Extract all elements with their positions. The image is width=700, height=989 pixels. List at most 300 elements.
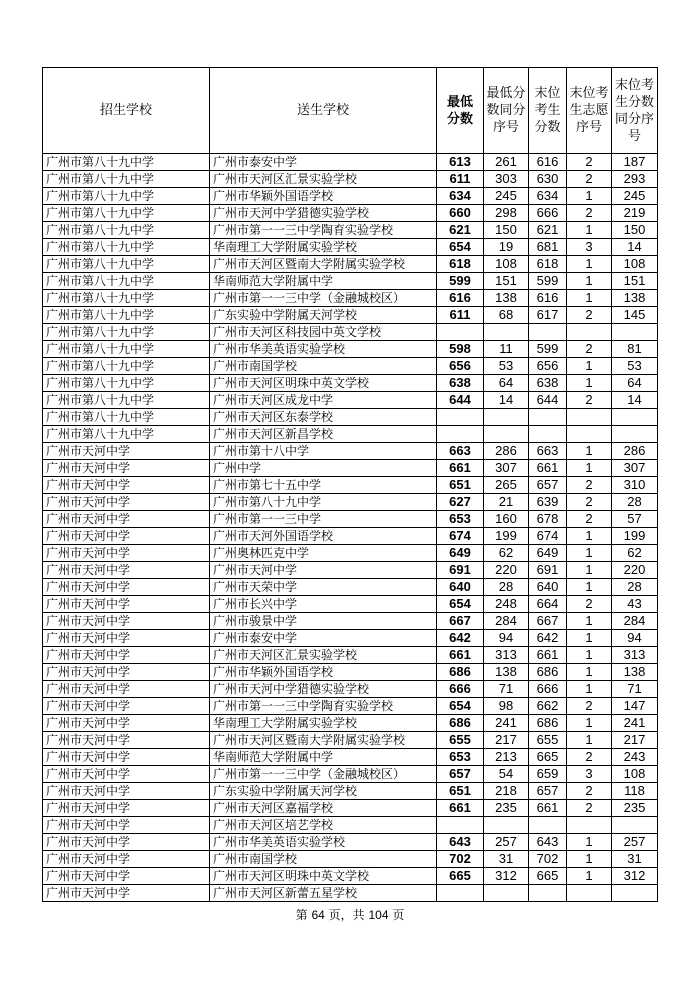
table-row (43, 613, 658, 630)
cell-enrolling-school: 广州市天河中学 (43, 477, 210, 494)
cell-min-score: 702 (437, 851, 484, 868)
cell-last-score: 678 (529, 511, 567, 528)
cell-last-score-rank: 28 (612, 579, 658, 596)
cell-last-score-rank: 145 (612, 307, 658, 324)
cell-last-score: 616 (529, 154, 567, 171)
cell-last-score-rank: 293 (612, 171, 658, 188)
table-row (43, 290, 658, 307)
cell-last-score-rank: 286 (612, 443, 658, 460)
table-row (43, 426, 658, 443)
cell-last-choice-order: 1 (567, 443, 612, 460)
cell-last-score: 649 (529, 545, 567, 562)
cell-min-score: 666 (437, 681, 484, 698)
cell-sending-school: 广州市天河中学 (210, 562, 437, 579)
header-enrolling-school: 招生学校 (43, 68, 210, 154)
table-row (43, 256, 658, 273)
table-row (43, 188, 658, 205)
header-last-score: 末位考生分数 (529, 68, 567, 154)
table-row (43, 630, 658, 647)
cell-last-score-rank: 312 (612, 868, 658, 885)
footer-prefix: 第 (295, 908, 312, 922)
cell-min-score: 642 (437, 630, 484, 647)
table-row (43, 171, 658, 188)
cell-min-score-rank: 98 (484, 698, 529, 715)
cell-last-score: 674 (529, 528, 567, 545)
table-row (43, 698, 658, 715)
cell-last-score-rank: 241 (612, 715, 658, 732)
cell-enrolling-school: 广州市第八十九中学 (43, 188, 210, 205)
cell-min-score: 661 (437, 647, 484, 664)
cell-enrolling-school: 广州市第八十九中学 (43, 171, 210, 188)
cell-last-choice-order: 1 (567, 222, 612, 239)
cell-sending-school: 广州市长兴中学 (210, 596, 437, 613)
cell-last-score-rank: 151 (612, 273, 658, 290)
cell-min-score (437, 324, 484, 341)
cell-sending-school: 广州市天河区嘉福学校 (210, 800, 437, 817)
cell-sending-school: 广州市天河区暨南大学附属实验学校 (210, 256, 437, 273)
cell-enrolling-school: 广州市第八十九中学 (43, 375, 210, 392)
cell-enrolling-school: 广州市第八十九中学 (43, 341, 210, 358)
cell-enrolling-school: 广州市第八十九中学 (43, 358, 210, 375)
cell-last-choice-order (567, 409, 612, 426)
cell-min-score-rank: 68 (484, 307, 529, 324)
cell-min-score (437, 817, 484, 834)
cell-last-score: 661 (529, 647, 567, 664)
cell-last-choice-order: 1 (567, 528, 612, 545)
cell-sending-school: 广州市第一一三中学陶育实验学校 (210, 698, 437, 715)
cell-enrolling-school: 广州市天河中学 (43, 579, 210, 596)
cell-last-score-rank (612, 817, 658, 834)
cell-last-choice-order (567, 426, 612, 443)
cell-min-score: 611 (437, 171, 484, 188)
cell-enrolling-school: 广州市天河中学 (43, 630, 210, 647)
cell-enrolling-school: 广州市天河中学 (43, 460, 210, 477)
table-row (43, 477, 658, 494)
table-row (43, 307, 658, 324)
cell-sending-school: 广州市天河区东泰学校 (210, 409, 437, 426)
cell-last-score (529, 426, 567, 443)
cell-min-score-rank: 245 (484, 188, 529, 205)
cell-min-score-rank: 199 (484, 528, 529, 545)
cell-min-score: 621 (437, 222, 484, 239)
table-row (43, 154, 658, 171)
cell-min-score: 686 (437, 664, 484, 681)
cell-last-score-rank: 81 (612, 341, 658, 358)
cell-sending-school: 广州市泰安中学 (210, 630, 437, 647)
cell-min-score: 651 (437, 477, 484, 494)
table-row (43, 528, 658, 545)
cell-last-choice-order: 2 (567, 392, 612, 409)
cell-last-choice-order: 1 (567, 647, 612, 664)
cell-sending-school: 广州市南国学校 (210, 358, 437, 375)
cell-min-score-rank: 284 (484, 613, 529, 630)
cell-enrolling-school: 广州市第八十九中学 (43, 273, 210, 290)
table-row (43, 715, 658, 732)
cell-last-score: 663 (529, 443, 567, 460)
cell-last-score-rank: 43 (612, 596, 658, 613)
cell-sending-school: 华南师范大学附属中学 (210, 749, 437, 766)
cell-enrolling-school: 广州市第八十九中学 (43, 409, 210, 426)
cell-min-score-rank (484, 426, 529, 443)
cell-min-score-rank: 150 (484, 222, 529, 239)
cell-min-score-rank: 71 (484, 681, 529, 698)
cell-min-score-rank: 257 (484, 834, 529, 851)
cell-enrolling-school: 广州市天河中学 (43, 562, 210, 579)
cell-sending-school: 广州市天河区新昌学校 (210, 426, 437, 443)
cell-last-score-rank: 217 (612, 732, 658, 749)
cell-last-choice-order: 1 (567, 358, 612, 375)
table-row (43, 358, 658, 375)
cell-min-score-rank: 53 (484, 358, 529, 375)
table-row (43, 324, 658, 341)
cell-last-score: 618 (529, 256, 567, 273)
cell-last-score-rank: 307 (612, 460, 658, 477)
cell-enrolling-school: 广州市第八十九中学 (43, 324, 210, 341)
table-row (43, 800, 658, 817)
cell-last-choice-order: 3 (567, 239, 612, 256)
cell-min-score-rank: 62 (484, 545, 529, 562)
header-last-score-rank: 末位考生分数同分序号 (612, 68, 658, 154)
cell-last-score: 634 (529, 188, 567, 205)
header-sending-school: 送生学校 (210, 68, 437, 154)
cell-enrolling-school: 广州市天河中学 (43, 766, 210, 783)
cell-enrolling-school: 广州市天河中学 (43, 800, 210, 817)
cell-last-choice-order: 1 (567, 732, 612, 749)
cell-last-score-rank: 108 (612, 256, 658, 273)
cell-sending-school: 华南理工大学附属实验学校 (210, 239, 437, 256)
cell-last-score: 681 (529, 239, 567, 256)
cell-sending-school: 华南理工大学附属实验学校 (210, 715, 437, 732)
cell-min-score-rank: 28 (484, 579, 529, 596)
cell-min-score: 618 (437, 256, 484, 273)
cell-min-score-rank (484, 409, 529, 426)
cell-last-score-rank: 138 (612, 664, 658, 681)
cell-last-score (529, 885, 567, 902)
cell-last-choice-order: 2 (567, 477, 612, 494)
total-pages: 104 (368, 908, 389, 922)
cell-min-score-rank: 160 (484, 511, 529, 528)
cell-last-choice-order: 1 (567, 545, 612, 562)
cell-sending-school: 广州奥林匹克中学 (210, 545, 437, 562)
cell-last-score-rank: 108 (612, 766, 658, 783)
cell-min-score-rank: 11 (484, 341, 529, 358)
table-row (43, 205, 658, 222)
cell-min-score-rank: 307 (484, 460, 529, 477)
cell-last-score-rank: 94 (612, 630, 658, 647)
cell-last-score: 665 (529, 749, 567, 766)
cell-min-score-rank: 54 (484, 766, 529, 783)
cell-min-score (437, 885, 484, 902)
cell-min-score-rank: 248 (484, 596, 529, 613)
cell-min-score-rank: 286 (484, 443, 529, 460)
cell-last-choice-order: 1 (567, 562, 612, 579)
cell-sending-school: 广州市天河区培艺学校 (210, 817, 437, 834)
cell-min-score: 643 (437, 834, 484, 851)
table-row (43, 222, 658, 239)
cell-min-score: 656 (437, 358, 484, 375)
cell-sending-school: 广州中学 (210, 460, 437, 477)
table-row (43, 732, 658, 749)
cell-sending-school: 广州市第一一三中学 (210, 511, 437, 528)
cell-last-score: 599 (529, 341, 567, 358)
cell-min-score-rank: 303 (484, 171, 529, 188)
cell-sending-school: 广州市天河外国语学校 (210, 528, 437, 545)
cell-last-score-rank: 187 (612, 154, 658, 171)
cell-last-score-rank: 64 (612, 375, 658, 392)
table-row (43, 851, 658, 868)
cell-min-score: 638 (437, 375, 484, 392)
cell-sending-school: 广州市华美英语实验学校 (210, 341, 437, 358)
table-row (43, 460, 658, 477)
cell-last-score: 617 (529, 307, 567, 324)
table-row (43, 664, 658, 681)
cell-last-choice-order: 1 (567, 579, 612, 596)
cell-min-score-rank (484, 817, 529, 834)
cell-last-score: 639 (529, 494, 567, 511)
table-row (43, 817, 658, 834)
cell-min-score: 686 (437, 715, 484, 732)
cell-enrolling-school: 广州市天河中学 (43, 834, 210, 851)
cell-sending-school: 广州市第一一三中学（金融城校区） (210, 290, 437, 307)
cell-min-score-rank: 213 (484, 749, 529, 766)
cell-sending-school: 广州市泰安中学 (210, 154, 437, 171)
cell-last-choice-order: 1 (567, 613, 612, 630)
cell-min-score-rank: 261 (484, 154, 529, 171)
cell-sending-school: 华南师范大学附属中学 (210, 273, 437, 290)
cell-last-score: 643 (529, 834, 567, 851)
cell-min-score: 663 (437, 443, 484, 460)
cell-min-score-rank: 94 (484, 630, 529, 647)
cell-min-score: 661 (437, 460, 484, 477)
cell-min-score-rank: 21 (484, 494, 529, 511)
table-row (43, 273, 658, 290)
cell-enrolling-school: 广州市天河中学 (43, 647, 210, 664)
cell-last-score-rank: 235 (612, 800, 658, 817)
cell-min-score-rank: 313 (484, 647, 529, 664)
cell-min-score: 611 (437, 307, 484, 324)
cell-min-score: 627 (437, 494, 484, 511)
cell-enrolling-school: 广州市第八十九中学 (43, 256, 210, 273)
cell-min-score-rank (484, 885, 529, 902)
cell-last-choice-order: 2 (567, 698, 612, 715)
cell-min-score-rank: 31 (484, 851, 529, 868)
table-row (43, 766, 658, 783)
table-row (43, 749, 658, 766)
cell-last-score: 661 (529, 460, 567, 477)
table-row (43, 392, 658, 409)
cell-last-score: 656 (529, 358, 567, 375)
cell-last-choice-order: 1 (567, 630, 612, 647)
cell-enrolling-school: 广州市第八十九中学 (43, 392, 210, 409)
cell-min-score-rank: 265 (484, 477, 529, 494)
cell-enrolling-school: 广州市天河中学 (43, 868, 210, 885)
cell-enrolling-school: 广州市天河中学 (43, 511, 210, 528)
cell-min-score: 655 (437, 732, 484, 749)
table-row (43, 834, 658, 851)
cell-last-score-rank: 245 (612, 188, 658, 205)
cell-sending-school: 广州市天河中学猎德实验学校 (210, 205, 437, 222)
cell-sending-school: 广州市天河区科技园中英文学校 (210, 324, 437, 341)
cell-last-score: 661 (529, 800, 567, 817)
cell-last-score: 638 (529, 375, 567, 392)
cell-min-score: 661 (437, 800, 484, 817)
cell-last-choice-order: 1 (567, 715, 612, 732)
cell-min-score-rank: 220 (484, 562, 529, 579)
cell-sending-school: 广州市天河区汇景实验学校 (210, 171, 437, 188)
table-row (43, 868, 658, 885)
cell-sending-school: 广州市南国学校 (210, 851, 437, 868)
cell-last-score: 630 (529, 171, 567, 188)
cell-last-score (529, 324, 567, 341)
cell-min-score-rank: 138 (484, 290, 529, 307)
cell-last-score: 655 (529, 732, 567, 749)
cell-last-score-rank: 284 (612, 613, 658, 630)
header-min-score-rank: 最低分数同分序号 (484, 68, 529, 154)
cell-enrolling-school: 广州市第八十九中学 (43, 239, 210, 256)
cell-last-score: 640 (529, 579, 567, 596)
cell-enrolling-school: 广州市天河中学 (43, 885, 210, 902)
cell-last-score-rank (612, 324, 658, 341)
cell-last-score: 616 (529, 290, 567, 307)
cell-enrolling-school: 广州市天河中学 (43, 443, 210, 460)
header-min-score: 最低分数 (437, 68, 484, 154)
table-row (43, 681, 658, 698)
cell-enrolling-school: 广州市天河中学 (43, 783, 210, 800)
cell-last-score-rank: 62 (612, 545, 658, 562)
cell-last-score (529, 817, 567, 834)
table-row (43, 596, 658, 613)
cell-last-choice-order: 1 (567, 256, 612, 273)
cell-last-score: 657 (529, 783, 567, 800)
cell-last-choice-order: 1 (567, 851, 612, 868)
cell-last-choice-order: 1 (567, 681, 612, 698)
admission-score-table (42, 67, 658, 902)
cell-last-score-rank: 14 (612, 392, 658, 409)
cell-last-score (529, 409, 567, 426)
cell-last-score: 665 (529, 868, 567, 885)
cell-enrolling-school: 广州市天河中学 (43, 596, 210, 613)
cell-enrolling-school: 广州市天河中学 (43, 528, 210, 545)
cell-sending-school: 广东实验中学附属天河学校 (210, 783, 437, 800)
cell-last-choice-order (567, 324, 612, 341)
cell-sending-school: 广州市第一一三中学陶育实验学校 (210, 222, 437, 239)
cell-min-score: 665 (437, 868, 484, 885)
cell-last-score-rank: 257 (612, 834, 658, 851)
cell-last-choice-order: 2 (567, 511, 612, 528)
cell-min-score-rank: 217 (484, 732, 529, 749)
cell-last-choice-order: 1 (567, 664, 612, 681)
cell-last-score-rank: 310 (612, 477, 658, 494)
cell-min-score-rank: 14 (484, 392, 529, 409)
table-row (43, 239, 658, 256)
cell-sending-school: 广州市第一一三中学（金融城校区） (210, 766, 437, 783)
table-row (43, 885, 658, 902)
cell-last-choice-order: 1 (567, 273, 612, 290)
cell-enrolling-school: 广州市天河中学 (43, 715, 210, 732)
cell-last-choice-order: 2 (567, 800, 612, 817)
cell-sending-school: 广东实验中学附属天河学校 (210, 307, 437, 324)
cell-last-score-rank: 31 (612, 851, 658, 868)
cell-min-score: 598 (437, 341, 484, 358)
cell-last-score: 662 (529, 698, 567, 715)
cell-sending-school: 广州市第八十九中学 (210, 494, 437, 511)
cell-min-score-rank: 64 (484, 375, 529, 392)
cell-sending-school: 广州市骏景中学 (210, 613, 437, 630)
table-header-row (43, 68, 658, 154)
cell-last-choice-order: 2 (567, 494, 612, 511)
table-row (43, 579, 658, 596)
cell-sending-school: 广州市天荣中学 (210, 579, 437, 596)
cell-min-score: 653 (437, 511, 484, 528)
cell-last-score: 657 (529, 477, 567, 494)
cell-min-score (437, 409, 484, 426)
cell-enrolling-school: 广州市天河中学 (43, 681, 210, 698)
cell-min-score: 667 (437, 613, 484, 630)
cell-last-choice-order (567, 817, 612, 834)
table-row (43, 647, 658, 664)
cell-enrolling-school: 广州市天河中学 (43, 494, 210, 511)
cell-min-score: 640 (437, 579, 484, 596)
cell-last-choice-order (567, 885, 612, 902)
cell-last-score-rank (612, 885, 658, 902)
cell-last-choice-order: 3 (567, 766, 612, 783)
cell-min-score-rank: 151 (484, 273, 529, 290)
cell-min-score: 649 (437, 545, 484, 562)
cell-min-score-rank: 218 (484, 783, 529, 800)
cell-min-score: 651 (437, 783, 484, 800)
cell-sending-school: 广州市华颖外国语学校 (210, 188, 437, 205)
table-row (43, 341, 658, 358)
cell-last-score-rank: 14 (612, 239, 658, 256)
cell-last-score: 666 (529, 205, 567, 222)
cell-min-score: 654 (437, 239, 484, 256)
cell-last-score-rank: 53 (612, 358, 658, 375)
cell-last-score-rank: 243 (612, 749, 658, 766)
cell-last-choice-order: 2 (567, 154, 612, 171)
cell-min-score: 616 (437, 290, 484, 307)
cell-sending-school: 广州市华颖外国语学校 (210, 664, 437, 681)
cell-sending-school: 广州市天河区成龙中学 (210, 392, 437, 409)
cell-enrolling-school: 广州市第八十九中学 (43, 154, 210, 171)
cell-min-score: 654 (437, 596, 484, 613)
cell-last-choice-order: 1 (567, 868, 612, 885)
cell-sending-school: 广州市天河区汇景实验学校 (210, 647, 437, 664)
cell-last-choice-order: 2 (567, 171, 612, 188)
cell-last-score: 644 (529, 392, 567, 409)
cell-sending-school: 广州市华美英语实验学校 (210, 834, 437, 851)
table-row (43, 562, 658, 579)
cell-enrolling-school: 广州市第八十九中学 (43, 205, 210, 222)
cell-last-score-rank (612, 426, 658, 443)
cell-enrolling-school: 广州市天河中学 (43, 613, 210, 630)
cell-min-score: 644 (437, 392, 484, 409)
table-row (43, 783, 658, 800)
cell-last-score-rank: 199 (612, 528, 658, 545)
cell-min-score: 613 (437, 154, 484, 171)
cell-last-score: 666 (529, 681, 567, 698)
cell-sending-school: 广州市天河区明珠中英文学校 (210, 868, 437, 885)
cell-min-score: 654 (437, 698, 484, 715)
cell-last-choice-order: 1 (567, 188, 612, 205)
page-footer (0, 906, 700, 923)
cell-min-score-rank: 19 (484, 239, 529, 256)
cell-min-score: 634 (437, 188, 484, 205)
cell-last-choice-order: 1 (567, 375, 612, 392)
cell-last-choice-order: 2 (567, 783, 612, 800)
cell-min-score: 657 (437, 766, 484, 783)
cell-last-score: 642 (529, 630, 567, 647)
cell-last-score: 621 (529, 222, 567, 239)
